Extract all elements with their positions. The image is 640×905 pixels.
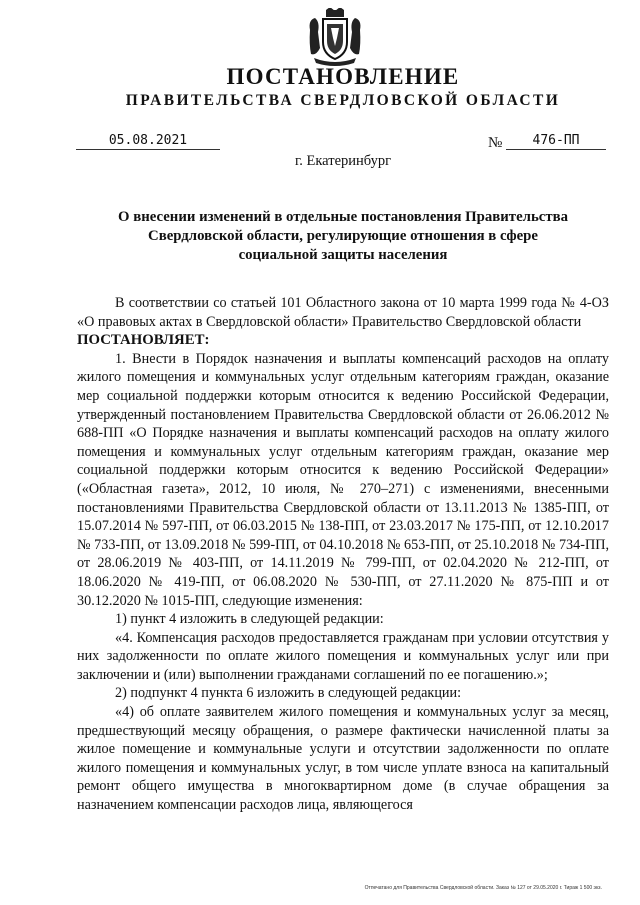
city: г. Екатеринбург: [294, 153, 392, 169]
paragraph: «4. Компенсация расходов предоставляется гражданам при условии отсутствия у них задолженности по оплате жилого помещения и коммунальных услуг или при заключении и (или) выполнении гражданами соглашений по ее погашению.»;: [77, 629, 609, 683]
document-number: 476-ПП: [506, 133, 606, 150]
preamble-paragraph: В соответствии со статьей 101 Областного закона от 10 марта 1999 года № 4-ОЗ «О правовых актах в Свердловской области» Правительство Свердловской области: [77, 295, 609, 330]
heading-line: О внесении изменений в отдельные постановления Правительства: [118, 209, 568, 225]
document-type-title: ПОСТАНОВЛЕНИЕ: [226, 64, 460, 89]
paragraph: 1) пункт 4 изложить в следующей редакции:: [115, 611, 384, 628]
heading-line: Свердловской области, регулирующие отношения в сфере: [148, 228, 538, 244]
print-imprint: Отпечатано для Правительства Свердловской области. Заказ № 127 от 29.05.2020 г. Тираж 1 500 экз.: [364, 885, 602, 891]
document-date: 05.08.2021: [76, 133, 220, 150]
paragraph: 2) подпункт 4 пункта 6 изложить в следующей редакции:: [115, 685, 462, 702]
decree-word: ПОСТАНОВЛЯЕТ:: [77, 332, 210, 349]
coat-of-arms-icon: [306, 8, 364, 66]
document-heading: [96, 208, 590, 265]
number-sign: №: [488, 135, 503, 151]
issuing-authority: ПРАВИТЕЛЬСТВА СВЕРДЛОВСКОЙ ОБЛАСТИ: [125, 92, 561, 109]
paragraph: «4) об оплате заявителем жилого помещения и коммунальных услуг за месяц, предшествующий месяцу обращения, о размере фактически начисленной платы за жилое помещение и коммунальные услуги и отсутствии задолженности по оплате жилого помещения и коммунальных услуг, в том числе уплате взноса на капитальный ремонт общего имущества в многоквартирном доме (в случае обращения за назначением компенсации расходов лица, являющегося: [77, 704, 609, 814]
heading-line: социальной защиты населения: [238, 247, 448, 263]
paragraph: 1. Внести в Порядок назначения и выплаты компенсаций расходов на оплату жилого помещения и коммунальных услуг отдельным категориям граждан, оказание мер социальной поддержки которым относится к ведению Российской Федерации, утвержденный постановлением Правительства Свердловской области от 26.06.2012 № 688-ПП «О Порядке назначения и выплаты компенсаций расходов на оплату жилого помещения и коммунальных услуг отдельным категориям граждан, оказание мер социальной поддержки которым относится к ведению Российской Федерации» («Областная газета», 2012, 10 июля, № 270–271) с изменениями, внесенными постановлениями Правительства Свердловской области от 13.11.2013 № 1385-ПП, от 15.07.2014 № 597-ПП, от 06.03.2015 № 138-ПП, от 23.03.2017 № 175-ПП, от 12.10.2017 № 733-ПП, от 13.09.2018 № 599-ПП, от 04.10.2018 № 653-ПП, от 25.10.2018 № 734-ПП, от 28.06.2019 № 403-ПП, от 14.11.2019 № 799-ПП, от 02.04.2020 № 212-ПП, от 18.06.2020 № 419-ПП, от 06.08.2020 № 530-ПП, от 27.11.2020 № 875-ПП и от 30.12.2020 № 1015-ПП, следующие изменения:: [77, 350, 609, 609]
document-body: [77, 294, 609, 815]
